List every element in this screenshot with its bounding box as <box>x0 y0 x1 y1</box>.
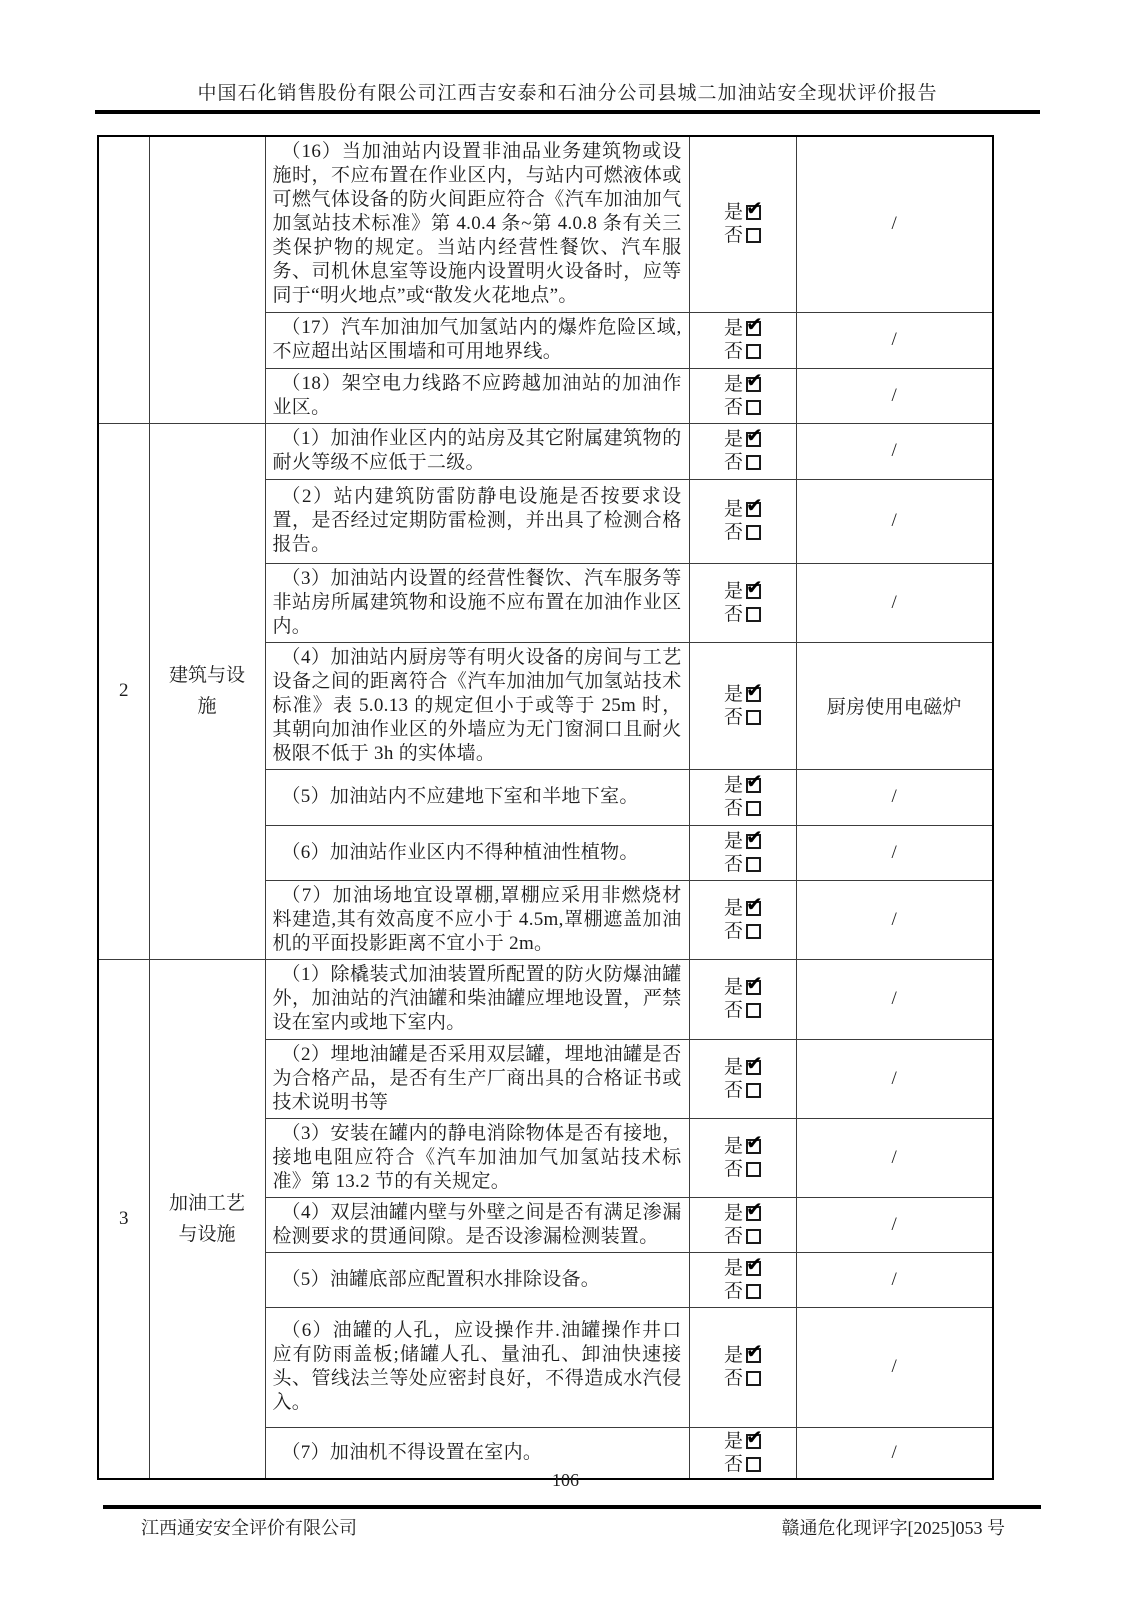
yes-no-cell <box>689 136 796 312</box>
yes-checkbox-icon[interactable] <box>746 502 761 517</box>
no-label: 否 <box>723 1368 743 1389</box>
no-checkbox-icon[interactable] <box>746 455 761 470</box>
section-number: 3 <box>98 959 149 1479</box>
no-label: 否 <box>723 1158 743 1180</box>
yes-label: 是 <box>723 897 743 919</box>
table-row <box>98 423 993 479</box>
yes-no-cell <box>689 1252 796 1307</box>
remark-cell: / <box>796 423 993 479</box>
yes-no-cell <box>689 825 796 880</box>
yes-checkbox-icon[interactable] <box>746 1206 761 1221</box>
remark-cell: / <box>796 1252 993 1307</box>
remark-cell: / <box>796 959 993 1039</box>
safety-checklist-table <box>97 135 994 1480</box>
footer-rule <box>103 1505 1041 1509</box>
yes-label: 是 <box>723 1202 743 1224</box>
no-label: 否 <box>723 1453 743 1475</box>
yes-no-cell <box>689 642 796 769</box>
checklist-item-text: （2）站内建筑防雷防静电设施是否按要求设置，是否经过定期防雷检测，并出具了检测合格报告。 <box>265 479 689 563</box>
yes-label: 是 <box>723 1345 743 1366</box>
no-label: 否 <box>723 341 743 362</box>
yes-no-cell <box>689 1307 796 1427</box>
remark-cell: / <box>796 880 993 959</box>
yes-checkbox-icon[interactable] <box>746 432 761 447</box>
no-checkbox-icon[interactable] <box>746 1003 761 1018</box>
no-checkbox-icon[interactable] <box>746 1371 761 1386</box>
no-checkbox-icon[interactable] <box>746 1284 761 1299</box>
no-label: 否 <box>723 396 743 418</box>
section-category: 加油工艺与设施 <box>149 959 265 1479</box>
checklist-item-text: （4）加油站内厨房等有明火设备的房间与工艺设备之间的距离符合《汽车加油加气加氢站技术标准》表 5.0.13 的规定但小于或等于 25m 时，其朝向加油作业区的外墙应为无门窗洞口且耐火极限不低于 3h 的实体墙。 <box>265 642 689 769</box>
yes-checkbox-icon[interactable] <box>746 1261 761 1276</box>
no-label: 否 <box>723 853 743 875</box>
yes-label: 是 <box>723 1056 743 1078</box>
checklist-item-text: （3）加油站内设置的经营性餐饮、汽车服务等非站房所属建筑物和设施不应布置在加油作业区内。 <box>265 563 689 642</box>
yes-no-cell <box>689 423 796 479</box>
report-title: 中国石化销售股份有限公司江西吉安泰和石油分公司县城二加油站安全现状评价报告 <box>197 83 938 104</box>
checklist-item-text: （16）当加油站内设置非油品业务建筑物或设施时，不应布置在作业区内，与站内可燃液体或可燃气体设备的防火间距应符合《汽车加油加气加氢站技术标准》第 4.0.4 条~第 4.0.8 条有关三类保护物的规定。当站内经营性餐饮、汽车服务、司机休息室等设施内设置明火设备时，应等同于“明火地点”或“散发火花地点”。 <box>265 136 689 312</box>
no-checkbox-icon[interactable] <box>746 710 761 725</box>
section-number: 2 <box>98 423 149 959</box>
remark-cell: / <box>796 769 993 825</box>
checklist-item-text: （17）汽车加油加气加氢站内的爆炸危险区域,不应超出站区围墙和可用地界线。 <box>265 312 689 368</box>
table-row <box>98 136 993 312</box>
checklist-item-text: （5）油罐底部应配置积水排除设备。 <box>265 1252 689 1307</box>
no-checkbox-icon[interactable] <box>746 801 761 816</box>
no-checkbox-icon[interactable] <box>746 857 761 872</box>
footer-doc-number: 赣通危化现评字[2025]053 号 <box>781 1518 1005 1538</box>
yes-label: 是 <box>723 429 743 450</box>
table-row <box>98 959 993 1039</box>
no-label: 否 <box>723 1280 743 1302</box>
checklist-item-text: （6）加油站作业区内不得种植油性植物。 <box>265 825 689 880</box>
yes-no-cell <box>689 563 796 642</box>
no-checkbox-icon[interactable] <box>746 924 761 939</box>
remark-cell: / <box>796 563 993 642</box>
yes-checkbox-icon[interactable] <box>746 1348 761 1363</box>
yes-label: 是 <box>723 499 743 520</box>
yes-checkbox-icon[interactable] <box>746 205 761 220</box>
no-label: 否 <box>723 452 743 473</box>
yes-no-cell <box>689 1197 796 1252</box>
yes-label: 是 <box>723 580 743 602</box>
no-label: 否 <box>723 706 743 728</box>
no-label: 否 <box>723 920 743 942</box>
remark-cell: 厨房使用电磁炉 <box>796 642 993 769</box>
yes-checkbox-icon[interactable] <box>746 584 761 599</box>
checklist-item-text: （18）架空电力线路不应跨越加油站的加油作业区。 <box>265 368 689 423</box>
yes-no-cell <box>689 769 796 825</box>
yes-checkbox-icon[interactable] <box>746 1139 761 1154</box>
yes-no-cell <box>689 1118 796 1197</box>
checklist-item-text: （6）油罐的人孔，应设操作井.油罐操作井口应有防雨盖板;储罐人孔、量油孔、卸油快速接头、管线法兰等处应密封良好，不得造成水汽侵入。 <box>265 1307 689 1427</box>
yes-label: 是 <box>723 1135 743 1157</box>
checklist-item-text: （4）双层油罐内壁与外壁之间是否有满足渗漏检测要求的贯通间隙。是否设渗漏检测装置。 <box>265 1197 689 1252</box>
no-label: 否 <box>723 1225 743 1247</box>
section-category: 建筑与设施 <box>149 423 265 959</box>
remark-cell: / <box>796 479 993 563</box>
yes-label: 是 <box>723 977 743 998</box>
yes-checkbox-icon[interactable] <box>746 1060 761 1075</box>
footer-company: 江西通安安全评价有限公司 <box>141 1518 357 1538</box>
yes-no-cell <box>689 959 796 1039</box>
yes-label: 是 <box>723 830 743 852</box>
no-checkbox-icon[interactable] <box>746 344 761 359</box>
header-rule <box>95 110 1040 114</box>
no-checkbox-icon[interactable] <box>746 1162 761 1177</box>
page-footer <box>103 1514 1041 1540</box>
yes-label: 是 <box>723 775 743 796</box>
no-checkbox-icon[interactable] <box>746 228 761 243</box>
yes-checkbox-icon[interactable] <box>746 901 761 916</box>
yes-label: 是 <box>723 318 743 339</box>
yes-label: 是 <box>723 1430 743 1452</box>
yes-no-cell <box>689 312 796 368</box>
remark-cell: / <box>796 1307 993 1427</box>
checklist-item-text: （3）安装在罐内的静电消除物体是否有接地，接地电阻应符合《汽车加油加气加氢站技术标准》第 13.2 节的有关规定。 <box>265 1118 689 1197</box>
remark-cell: / <box>796 1039 993 1118</box>
yes-no-cell <box>689 880 796 959</box>
remark-cell: / <box>796 136 993 312</box>
checklist-item-text: （5）加油站内不应建地下室和半地下室。 <box>265 769 689 825</box>
page-number: 106 <box>552 1470 579 1490</box>
no-checkbox-icon[interactable] <box>746 1083 761 1098</box>
no-checkbox-icon[interactable] <box>746 607 761 622</box>
checklist-item-text: （7）加油场地宜设罩棚,罩棚应采用非燃烧材料建造,其有效高度不应小于 4.5m,罩棚遮盖加油机的平面投影距离不宜小于 2m。 <box>265 880 689 959</box>
yes-label: 是 <box>723 1257 743 1279</box>
no-checkbox-icon[interactable] <box>746 1229 761 1244</box>
yes-checkbox-icon[interactable] <box>746 980 761 995</box>
remark-cell: / <box>796 825 993 880</box>
yes-checkbox-icon[interactable] <box>746 377 761 392</box>
no-label: 否 <box>723 1079 743 1101</box>
yes-checkbox-icon[interactable] <box>746 778 761 793</box>
yes-no-cell <box>689 368 796 423</box>
remark-cell: / <box>796 1118 993 1197</box>
yes-label: 是 <box>723 683 743 705</box>
checklist-item-text: （1）除橇装式加油装置所配置的防火防爆油罐外，加油站的汽油罐和柴油罐应埋地设置，严禁设在室内或地下室内。 <box>265 959 689 1039</box>
yes-label: 是 <box>723 373 743 395</box>
yes-checkbox-icon[interactable] <box>746 834 761 849</box>
no-label: 否 <box>723 603 743 625</box>
no-checkbox-icon[interactable] <box>746 400 761 415</box>
no-label: 否 <box>723 1000 743 1021</box>
remark-cell: / <box>796 1427 993 1479</box>
yes-checkbox-icon[interactable] <box>746 321 761 336</box>
no-label: 否 <box>723 798 743 819</box>
yes-checkbox-icon[interactable] <box>746 1434 761 1449</box>
yes-no-cell <box>689 479 796 563</box>
checklist-item-text: （7）加油机不得设置在室内。 <box>265 1427 689 1479</box>
checklist-item-text: （1）加油作业区内的站房及其它附属建筑物的耐火等级不应低于二级。 <box>265 423 689 479</box>
no-label: 否 <box>723 522 743 543</box>
section-number <box>98 136 149 423</box>
checklist-item-text: （2）埋地油罐是否采用双层罐，埋地油罐是否为合格产品，是否有生产厂商出具的合格证书或技术说明书等 <box>265 1039 689 1118</box>
remark-cell: / <box>796 1197 993 1252</box>
yes-checkbox-icon[interactable] <box>746 687 761 702</box>
yes-label: 是 <box>723 202 743 224</box>
no-checkbox-icon[interactable] <box>746 525 761 540</box>
no-label: 否 <box>723 225 743 247</box>
remark-cell: / <box>796 312 993 368</box>
remark-cell: / <box>796 368 993 423</box>
yes-no-cell <box>689 1039 796 1118</box>
section-category <box>149 136 265 423</box>
